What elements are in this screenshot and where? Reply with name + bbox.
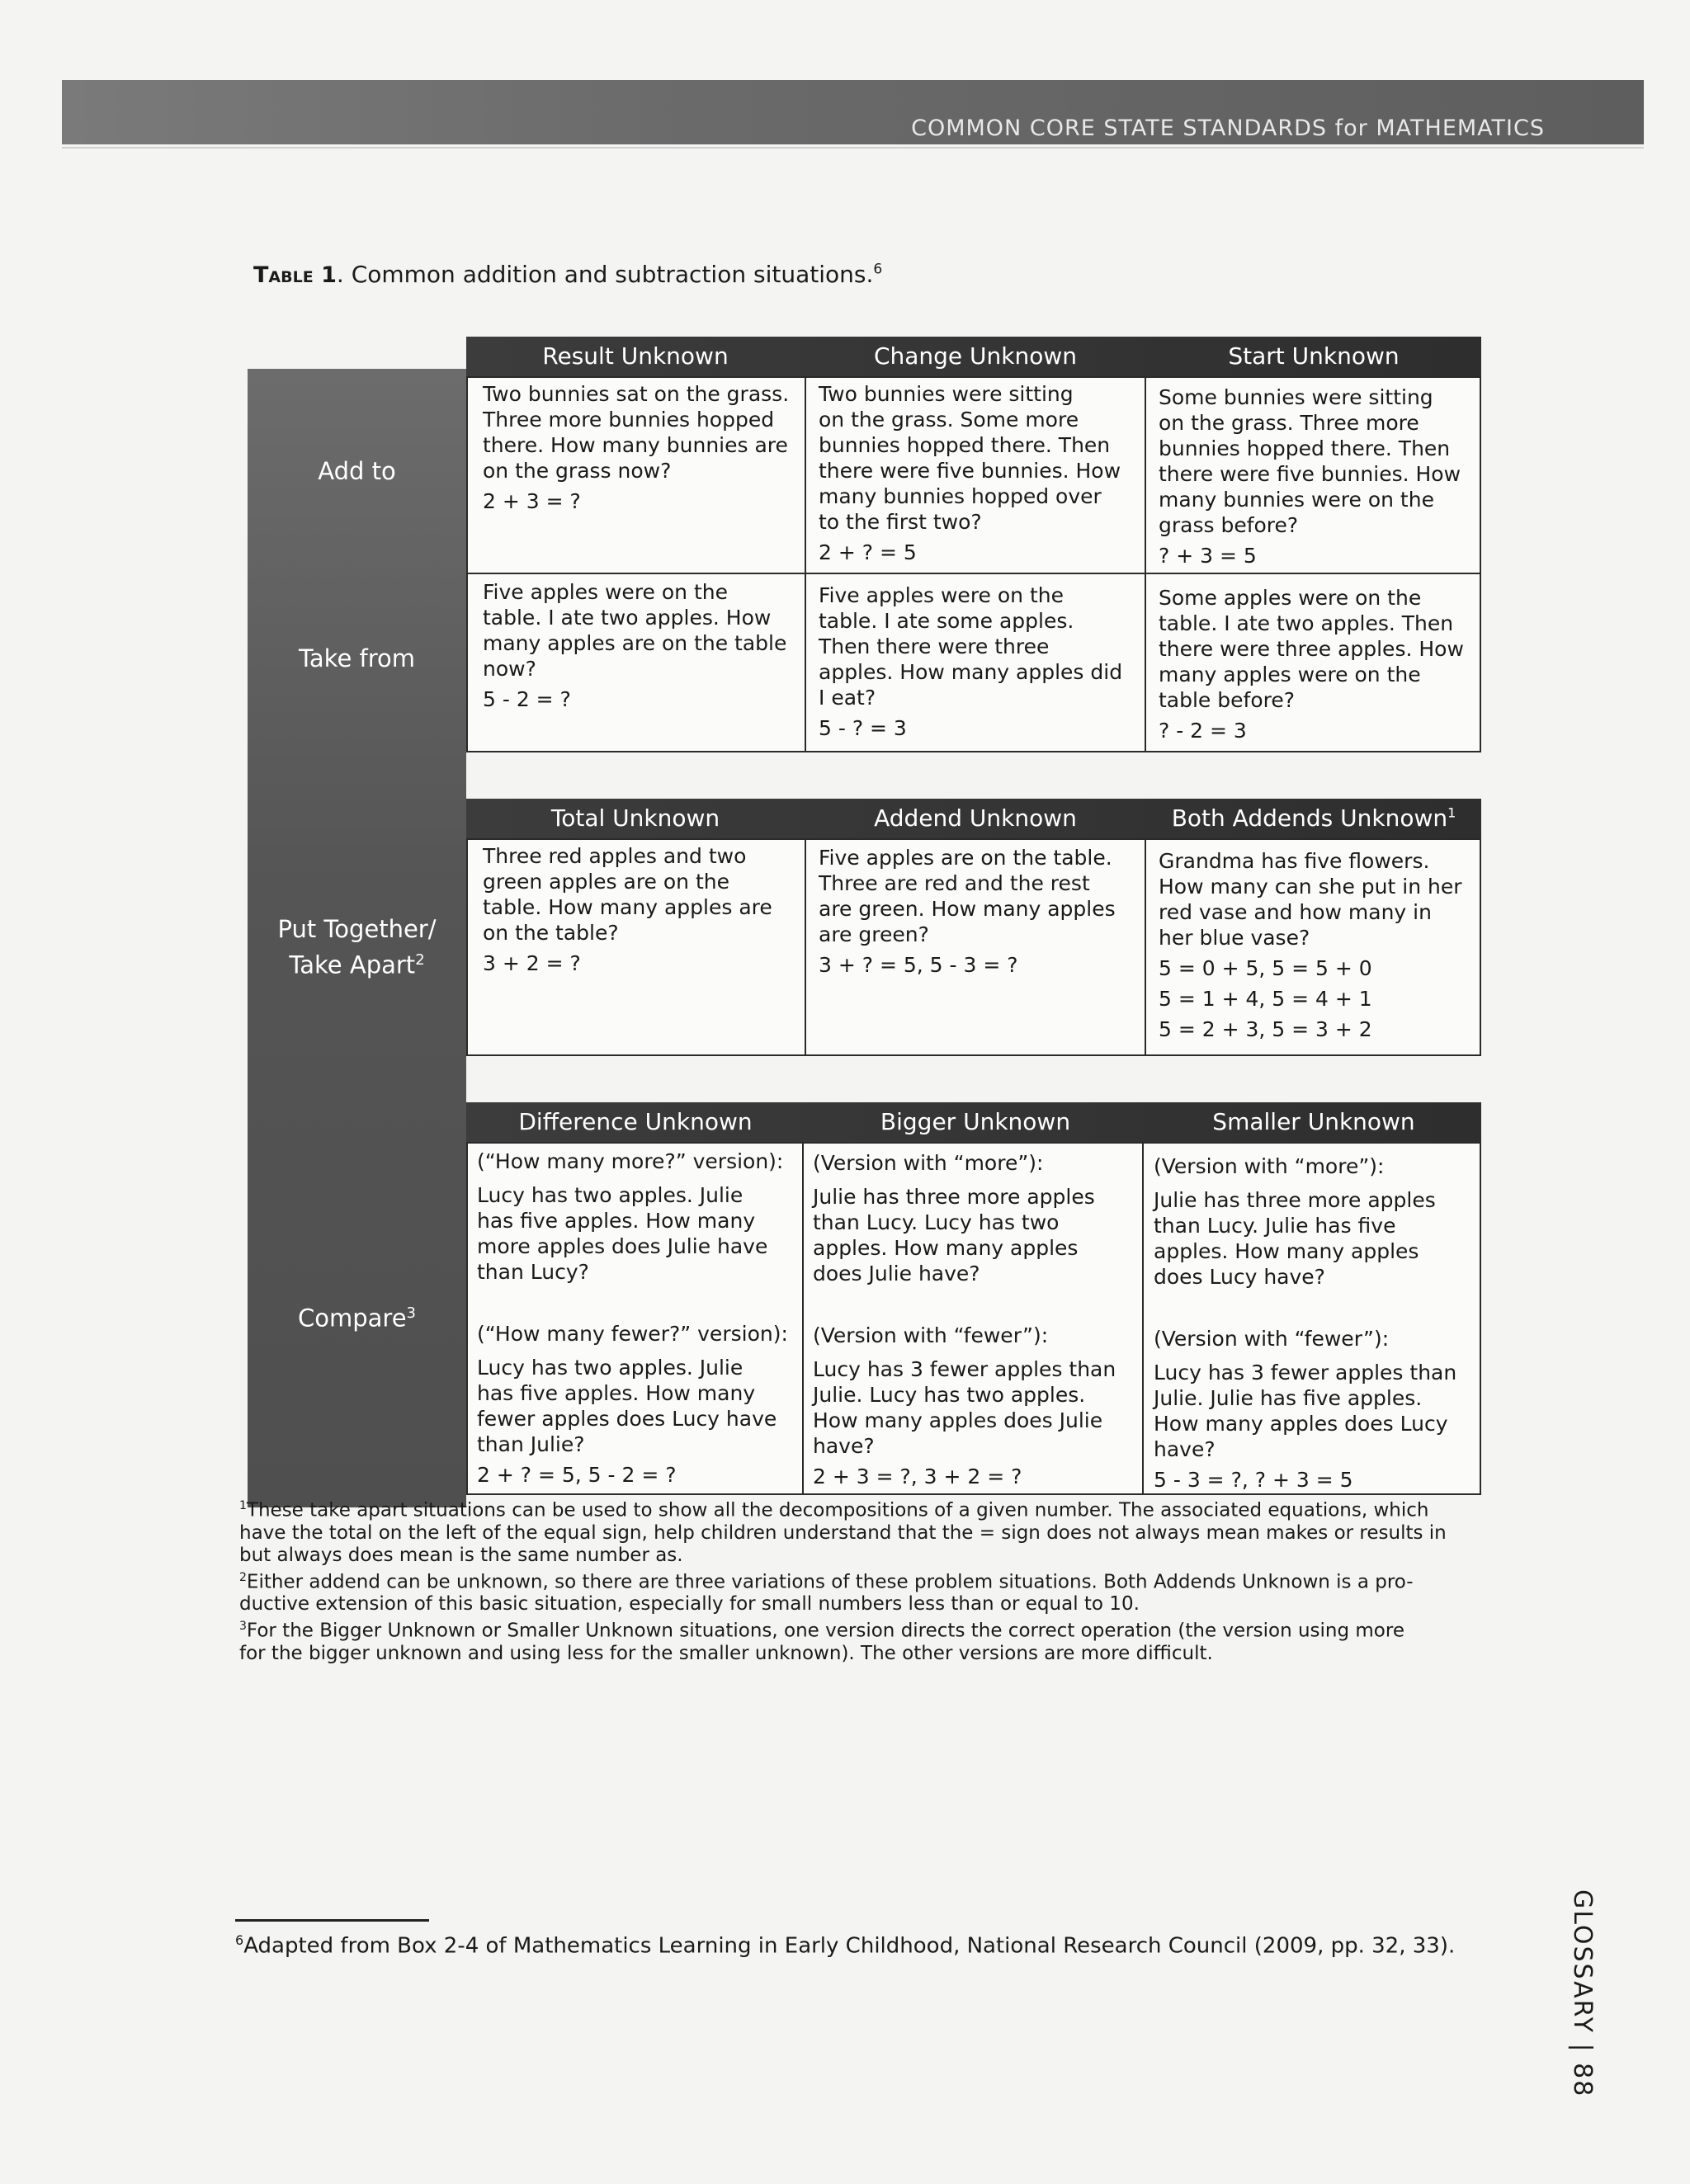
cell-line: have? xyxy=(813,1434,875,1458)
note-1 xyxy=(239,1495,1469,1522)
cell-take-from-change xyxy=(819,583,1140,741)
header-difference-unknown: Difference Unknown xyxy=(518,1108,753,1135)
grid-divider xyxy=(802,1142,804,1495)
row-label-add-to: Add to xyxy=(318,457,396,485)
cell-line: on the grass. Some more xyxy=(819,408,1079,432)
cell-version: (Version with “more”): xyxy=(1154,1154,1385,1178)
footnote-mark: 6 xyxy=(235,1932,244,1948)
cell-version: (Version with “fewer”): xyxy=(813,1323,1049,1347)
row-label-take-from: Take from xyxy=(299,644,415,672)
cell-line: Some bunnies were sitting xyxy=(1159,385,1433,409)
header-start-unknown: Start Unknown xyxy=(1228,342,1400,370)
cell-line: her blue vase? xyxy=(1159,926,1310,950)
cell-line: grass before? xyxy=(1159,513,1299,537)
cell-addend-unknown xyxy=(819,845,1140,978)
cell-line: red vase and how many in xyxy=(1159,900,1432,924)
cell-line: How many can she put in her xyxy=(1159,875,1462,899)
cell-line: than Lucy? xyxy=(477,1260,589,1284)
cell-line: there were five bunnies. How xyxy=(819,459,1121,483)
page-side-label: GLOSSARY | 88 xyxy=(1568,1889,1597,2098)
cell-line: Five apples were on the xyxy=(483,580,728,604)
header-total-unknown: Total Unknown xyxy=(550,804,720,832)
cell-line: Lucy has 3 fewer apples than xyxy=(813,1357,1116,1381)
cell-line: are green. How many apples xyxy=(819,897,1116,921)
grid-divider xyxy=(1145,838,1146,1056)
cell-line: Lucy has 3 fewer apples than xyxy=(1154,1361,1457,1384)
grid-divider xyxy=(1145,376,1146,752)
header-both-addends-text: Both Addends Unknown xyxy=(1171,804,1448,832)
note-3 xyxy=(239,1616,1469,1643)
cell-total-unknown xyxy=(483,843,800,976)
cell-version: (“How many more?” version): xyxy=(477,1149,784,1173)
cell-equation: 5 - ? = 3 xyxy=(819,716,907,740)
cell-equation: 5 - 2 = ? xyxy=(483,687,571,711)
cell-equation: ? - 2 = 3 xyxy=(1159,719,1247,743)
cell-line: apples. How many apples did xyxy=(819,660,1123,684)
header-change-unknown: Change Unknown xyxy=(873,342,1078,370)
cell-add-to-change xyxy=(819,381,1140,565)
cell-line: Two bunnies were sitting xyxy=(819,382,1074,406)
cell-line: Then there were three xyxy=(819,634,1050,658)
cell-line: many apples are on the table xyxy=(483,631,787,655)
row-label-compare-text: Compare xyxy=(297,1304,407,1333)
cell-line: apples. How many apples xyxy=(1154,1239,1419,1263)
note-mark: 2 xyxy=(239,1570,247,1584)
footnote-text: Adapted from Box 2-4 of Mathematics Learning in Early Childhood, National Research Council (2009, pp. 32, 33). xyxy=(243,1933,1456,1959)
cell-line: How many apples does Lucy xyxy=(1154,1412,1448,1436)
cell-version: (Version with “more”): xyxy=(813,1151,1044,1175)
grid-divider xyxy=(466,573,1481,574)
note-line: For the Bigger Unknown or Smaller Unknown situations, one version directs the correct operation (the version using more xyxy=(246,1620,1404,1642)
cell-equation: 2 + ? = 5 xyxy=(819,540,917,564)
note-mark: 3 xyxy=(239,1620,247,1634)
cell-line: How many apples does Julie xyxy=(813,1408,1103,1432)
cell-line: has five apples. How many xyxy=(477,1209,756,1233)
cell-line: table before? xyxy=(1159,688,1295,712)
cell-line: have? xyxy=(1154,1437,1216,1461)
row-label-put-together xyxy=(248,914,466,981)
row-label-put-together-line2 xyxy=(248,945,466,981)
cell-bigger-unknown xyxy=(813,1150,1135,1489)
cell-line: Some apples were on the xyxy=(1159,586,1422,610)
table-caption-label: Table 1 xyxy=(253,262,337,288)
cell-line: Julie has three more apples xyxy=(813,1185,1095,1209)
footnote xyxy=(235,1932,1455,1959)
note-mark: 1 xyxy=(239,1499,247,1512)
note-line: for the bigger unknown and using less for the smaller unknown). The other versions are more difficult. xyxy=(239,1642,1213,1664)
cell-line: bunnies hopped there. Then xyxy=(819,433,1111,457)
row-label-put-together-line1: Put Together/ xyxy=(277,915,437,943)
table-notes xyxy=(239,1495,1469,1665)
cell-line: does Julie have? xyxy=(813,1262,980,1285)
row-label-compare xyxy=(248,1298,466,1334)
cell-line: table. I ate two apples. How xyxy=(483,606,772,630)
cell-line: apples. How many apples xyxy=(813,1236,1079,1260)
row-label-put-together-note: 2 xyxy=(415,951,425,969)
header-rule xyxy=(62,147,1644,149)
note-line: but always does mean is the same number as. xyxy=(239,1544,683,1566)
table-caption xyxy=(253,261,882,288)
note-line: Either addend can be unknown, so there are three variations of these problem situations. Both Addends Unknown is a pro- xyxy=(246,1571,1414,1593)
cell-line: are green? xyxy=(819,922,929,946)
cell-line: Five apples were on the xyxy=(819,583,1064,607)
cell-line: Grandma has five flowers. xyxy=(1159,849,1430,873)
cell-line: Three are red and the rest xyxy=(819,871,1090,895)
cell-line: on the grass now? xyxy=(483,459,672,483)
cell-line: Five apples are on the table. xyxy=(819,846,1112,870)
cell-line: to the first two? xyxy=(819,510,982,534)
header-result-unknown: Result Unknown xyxy=(542,342,729,370)
cell-line: Julie. Lucy has two apples. xyxy=(813,1383,1086,1407)
header-title: COMMON CORE STATE STANDARDS for MATHEMATICS xyxy=(911,116,1545,141)
header-addend-unknown: Addend Unknown xyxy=(874,804,1077,832)
cell-line: than Lucy. Julie has five xyxy=(1154,1214,1396,1238)
cell-line: there. How many bunnies are xyxy=(483,433,788,457)
cell-line: Lucy has two apples. Julie xyxy=(477,1183,744,1207)
cell-equation: 2 + 3 = ?, 3 + 2 = ? xyxy=(813,1465,1022,1488)
cell-line: now? xyxy=(483,657,536,681)
cell-line: than Julie? xyxy=(477,1432,585,1456)
table-caption-note: 6 xyxy=(873,261,883,278)
grid-divider xyxy=(805,376,806,752)
cell-equation: 2 + ? = 5, 5 - 2 = ? xyxy=(477,1463,677,1487)
cell-difference-unknown xyxy=(477,1149,799,1488)
cell-line: table. How many apples are xyxy=(483,895,772,919)
cell-line: there were five bunnies. How xyxy=(1159,462,1461,486)
cell-line: many bunnies were on the xyxy=(1159,488,1434,512)
footnote-rule xyxy=(235,1919,429,1922)
cell-line: Three more bunnies hopped xyxy=(483,408,775,432)
cell-line: Two bunnies sat on the grass. xyxy=(483,382,790,406)
cell-equation: 3 + ? = 5, 5 - 3 = ? xyxy=(819,953,1018,977)
cell-smaller-unknown xyxy=(1154,1153,1475,1493)
cell-line: there were three apples. How xyxy=(1159,637,1464,661)
header-bigger-unknown: Bigger Unknown xyxy=(880,1108,1071,1135)
cell-line: on the grass. Three more xyxy=(1159,411,1419,435)
note-line: have the total on the left of the equal sign, help children understand that the = sign does not always mean makes or results in xyxy=(239,1521,1447,1544)
cell-line: fewer apples does Lucy have xyxy=(477,1407,777,1431)
cell-line: has five apples. How many xyxy=(477,1381,756,1405)
cell-line: Three red apples and two xyxy=(483,844,747,868)
cell-line: more apples does Julie have xyxy=(477,1234,768,1258)
cell-line: green apples are on the xyxy=(483,870,729,894)
cell-version: (Version with “fewer”): xyxy=(1154,1327,1390,1351)
cell-line: many bunnies hopped over xyxy=(819,484,1102,508)
cell-both-addends-unknown xyxy=(1159,848,1476,1042)
cell-line: table. I ate two apples. Then xyxy=(1159,611,1454,635)
cell-line: Julie has three more apples xyxy=(1154,1188,1436,1212)
cell-take-from-start xyxy=(1159,585,1476,743)
cell-line: table. I ate some apples. xyxy=(819,609,1074,633)
cell-line: I eat? xyxy=(819,686,876,710)
cell-line: Lucy has two apples. Julie xyxy=(477,1356,744,1380)
cell-equation: 5 = 1 + 4, 5 = 4 + 1 xyxy=(1159,987,1372,1011)
cell-line: bunnies hopped there. Then xyxy=(1159,436,1451,460)
note-line: ductive extension of this basic situation, especially for small numbers less than or equal to 10. xyxy=(239,1593,1140,1616)
cell-equation: 3 + 2 = ? xyxy=(483,951,581,975)
cell-equation: 5 - 3 = ?, ? + 3 = 5 xyxy=(1154,1468,1353,1492)
cell-equation: 2 + 3 = ? xyxy=(483,489,581,513)
cell-equation: ? + 3 = 5 xyxy=(1159,544,1257,568)
cell-take-from-result xyxy=(483,579,800,712)
cell-version: (“How many fewer?” version): xyxy=(477,1322,788,1346)
cell-line: does Lucy have? xyxy=(1154,1265,1325,1289)
cell-add-to-start xyxy=(1159,384,1476,568)
table-caption-text: . Common addition and subtraction situations. xyxy=(336,261,874,288)
cell-line: Julie. Julie has five apples. xyxy=(1154,1386,1423,1410)
grid-divider xyxy=(805,838,806,1056)
header-both-addends-note: 1 xyxy=(1447,804,1456,821)
cell-line: many apples were on the xyxy=(1159,663,1421,686)
header-both-addends-unknown xyxy=(1146,799,1481,838)
cell-line: on the table? xyxy=(483,921,619,945)
note-line: These take apart situations can be used to show all the decompositions of a given number. The associated equations, which xyxy=(246,1499,1429,1521)
cell-line: than Lucy. Lucy has two xyxy=(813,1210,1060,1234)
header-smaller-unknown: Smaller Unknown xyxy=(1212,1108,1415,1135)
cell-add-to-result xyxy=(483,381,800,514)
grid-divider xyxy=(1142,1142,1144,1495)
row-label-compare-note: 3 xyxy=(406,1304,416,1322)
note-2 xyxy=(239,1567,1469,1594)
header-band xyxy=(62,80,1644,144)
cell-equation: 5 = 2 + 3, 5 = 3 + 2 xyxy=(1159,1017,1372,1041)
row-label-put-together-text: Take Apart xyxy=(289,950,416,979)
cell-equation: 5 = 0 + 5, 5 = 5 + 0 xyxy=(1159,956,1372,980)
